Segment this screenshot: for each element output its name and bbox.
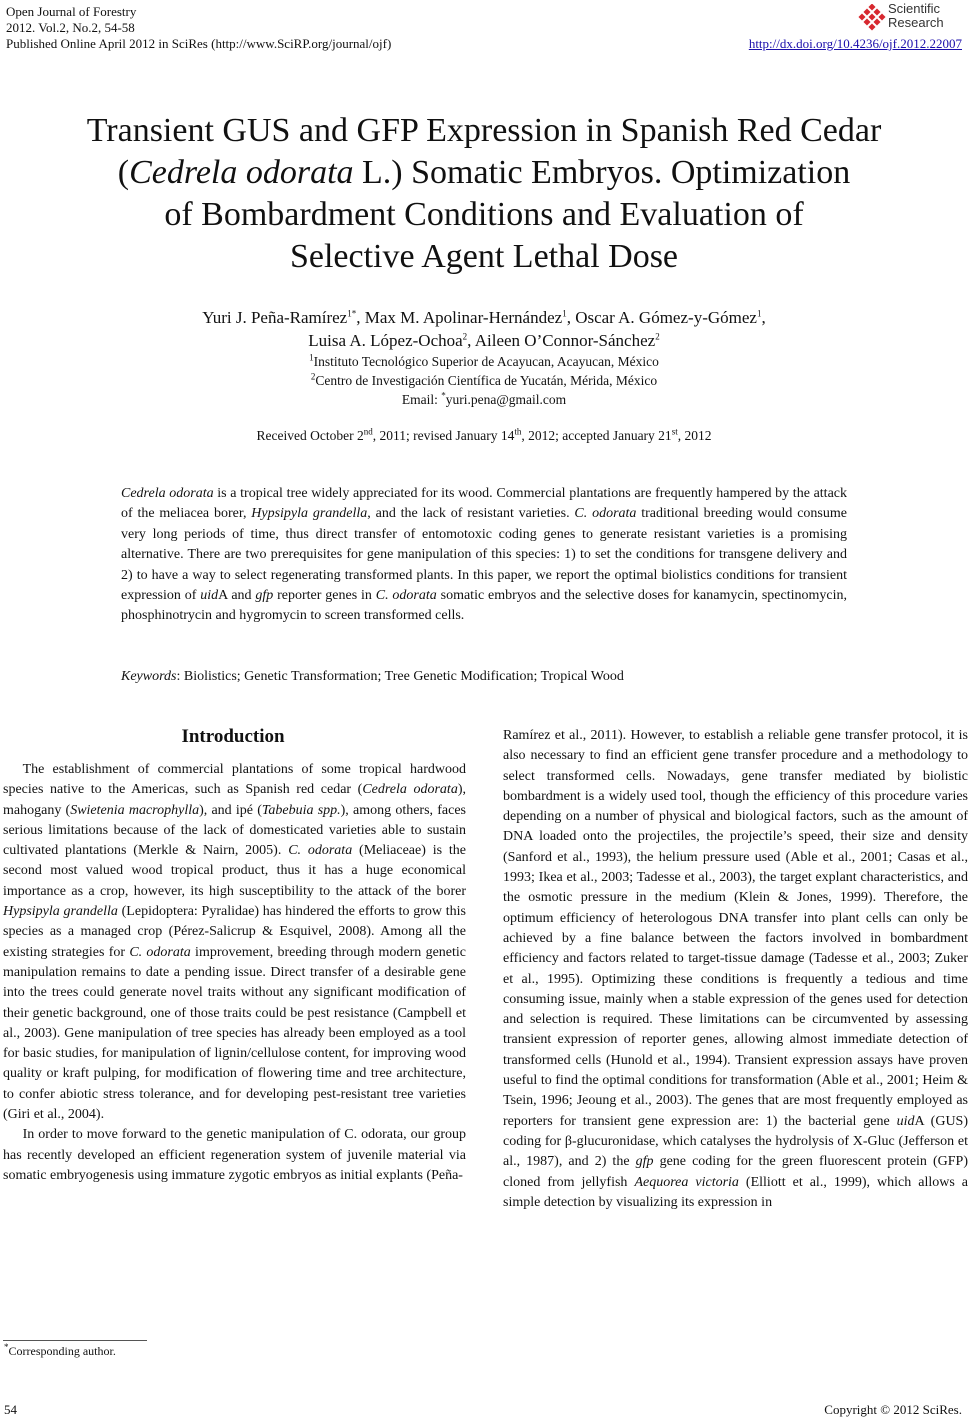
- right-column: [503, 726, 968, 1213]
- title-line-2: (Cedrela odorata L.) Somatic Embryos. Optimization: [117, 154, 851, 191]
- paper-title: [30, 110, 938, 278]
- footnote-corresponding-author: *Corresponding author.: [4, 1342, 116, 1358]
- intro-paragraph-3: Ramírez et al., 2011). However, to establish a reliable gene transfer protocol, it is also necessary to find an efficient gene transfer procedure and a methodology to select transformed cells. Nowadays, gene transfer mediated by biolistic bombardment is a widely used tool, though the efficiency of this procedure varies depending on a number of physical and biological factors, such as the amount of DNA loaded onto the projectiles, the projectile’s speed, their size and density (Sanford et al., 1993), the helium pressure used (Able et al., 2001; Casas et al., 1993; Ikea et al., 2003; Tadesse et al., 2003), the target explant characteristics, and the osmotic pressure in the medium (Klein & Jones, 1999). Therefore, the optimum efficiency of heterologous DNA transfer into plant cells can only be achieved by a fine balance between the factors involved in bombardment efficiency and factors related to target-tissue damage (Tadesse et al., 2003; Zuker et al., 1995). Optimizing these conditions is frequently a tedious and time consuming issue, mainly when a stable expression of the genes used for detection and selection is required. These limitations can be circumvented by assessing transient expression of reporter genes, allowing almost immediate detection of transformed cells (Hunold et al., 1994). Transient expression assays have proven useful to find the optimal conditions for transformation (Able et al., 2001; Heim & Tsein, 1996; Jeoung et al., 2003). The genes that are most frequently employed as reporters for transient gene expression are: 1) the bacterial gene uidA (GUS) coding for β-glucuronidase, which catalyses the hydrolysis of X-Gluc (Jefferson et al., 1987), and 2) the gfp gene coding for the green fluorescent protein (GFP) cloned from jellyfish Aequorea victoria (Elliott et al., 1999), which allows a simple detection by visualizing its expression in: [503, 728, 968, 1210]
- keywords-list: : Biolistics; Genetic Transformation; Tree Genetic Modification; Tropical Wood: [176, 669, 624, 684]
- page-number: 54: [4, 1402, 17, 1417]
- title-line-4: Selective Agent Lethal Dose: [289, 238, 679, 275]
- logo-diamond: [868, 23, 875, 30]
- logo-diamond: [868, 4, 875, 11]
- copyright-notice: Copyright © 2012 SciRes.: [824, 1402, 962, 1417]
- title-line-3: of Bombardment Conditions and Evaluation of: [164, 196, 804, 233]
- authors-line-2: Luisa A. López-Ochoa$^2$, Aileen O’Connor-Sánchez$^2$: [308, 331, 660, 350]
- keywords-label: Keywords: [121, 669, 177, 684]
- received-dates: Received October 2nd, 2011; revised January 14th, 2012; accepted January 21st, 2012: [256, 426, 712, 443]
- logo-mark-icon: [858, 4, 886, 32]
- logo-text-line2: Research: [888, 15, 944, 30]
- left-column: [0, 760, 466, 1186]
- journal-header: [6, 4, 391, 52]
- contact-email: Email: *yuri.pena@gmail.com: [401, 390, 567, 407]
- logo-diamond: [873, 18, 880, 25]
- scientific-research-logo: [858, 2, 962, 34]
- abstract: Cedrela odorata is a tropical tree widely appreciated for its wood. Commercial plantations are frequently hampered by the attack of the meliacea borer, Hypsipyla grandella, and the lack of resistant varieties. C. odorata traditional breeding would consume very long periods of time, thus direct transfer of entomotoxic coding genes to generate resistant varieties is a promising alternative. There are two prerequisites for gene manipulation of this species: 1) to set the conditions for transgene delivery and 2) to have a way to select regenerating transformed plants. In this paper, we report the optimal biolistics conditions for transient expression of uidA and gfp reporter genes in C. odorata somatic embryos and the selective doses for kanamycin, spectinomycin, phosphinotrycin and hygromycin to screen transformed cells.: [121, 486, 847, 624]
- section-heading-introduction: Introduction: [181, 726, 285, 747]
- intro-paragraph-2: In order to move forward to the genetic manipulation of C. odorata, our group has recently developed an efficient regeneration system of juvenile material via somatic embryogenesis using immature zygotic embryos as initial explants (Peña-: [3, 1127, 466, 1183]
- footnote-divider: [3, 1340, 147, 1341]
- affiliation-2: $^2$Centro de Investigación Científica de Yucatán, Mérida, México: [310, 371, 658, 388]
- logo-text-line1: Scientific: [888, 1, 941, 16]
- logo-diamond: [858, 13, 865, 20]
- affiliation-1: $^1$Instituto Tecnológico Superior de Acayucan, Acayucan, México: [309, 352, 659, 369]
- doi-link[interactable]: http://dx.doi.org/10.4236/ojf.2012.22007: [748, 36, 962, 51]
- published-online: Published Online April 2012 in SciRes (http://www.SciRP.org/journal/ojf): [6, 36, 392, 51]
- journal-name: Open Journal of Forestry: [6, 4, 137, 19]
- title-line-1: Transient GUS and GFP Expression in Spanish Red Cedar: [86, 112, 882, 149]
- affiliations: [60, 352, 908, 409]
- logo-diamond: [863, 18, 870, 25]
- logo-diamond: [863, 8, 870, 15]
- logo-diamond: [873, 8, 880, 15]
- authors-line-1: Yuri J. Peña-Ramírez$^{1*}$, Max M. Apolinar-Hernández$^1$, Oscar A. Gómez-y-Gómez$^1$,: [202, 308, 766, 327]
- logo-diamond: [878, 13, 885, 20]
- author-list: [60, 306, 908, 352]
- journal-volume: 2012. Vol.2, No.2, 54-58: [6, 20, 135, 35]
- logo-diamond: [868, 13, 875, 20]
- keywords: [121, 667, 847, 687]
- intro-paragraph-1: The establishment of commercial plantations of some tropical hardwood species native to the Americas, such as Spanish red cedar (Cedrela odorata), mahogany (Swietenia macrophylla), and ipé (Tabebuia spp.), among others, faces serious limitations because of the lack of domesticated varieties able to sustain cultivated plantations (Merkle & Nairn, 2005). C. odorata (Meliaceae) is the second most valued wood tropical product, thus it has a huge economical importance as a crop, however, its high susceptibility to the attack of the borer Hypsipyla grandella (Lepidoptera: Pyralidae) has hindered the efforts to grow this species as a managed crop (Pérez-Salicrup & Esquivel, 2008). Among all the existing strategies for C. odorata improvement, breeding through modern genetic manipulation remains to date a pending issue. Direct transfer of a desirable gene into the trees could generate novel traits without any significant modification of their genetic background, one of those traits could be pest resistance (Campbell et al., 2003). Gene manipulation of tree species has already been employed as a tool for basic studies, for manipulation of lignin/cellulose content, for improving wood quality or kraft pulping, for modification of flowering time and tree architecture, to confer abiotic stress tolerance, and for developing pest-resistant tree varieties (Giri et al., 2004).: [3, 762, 466, 1123]
